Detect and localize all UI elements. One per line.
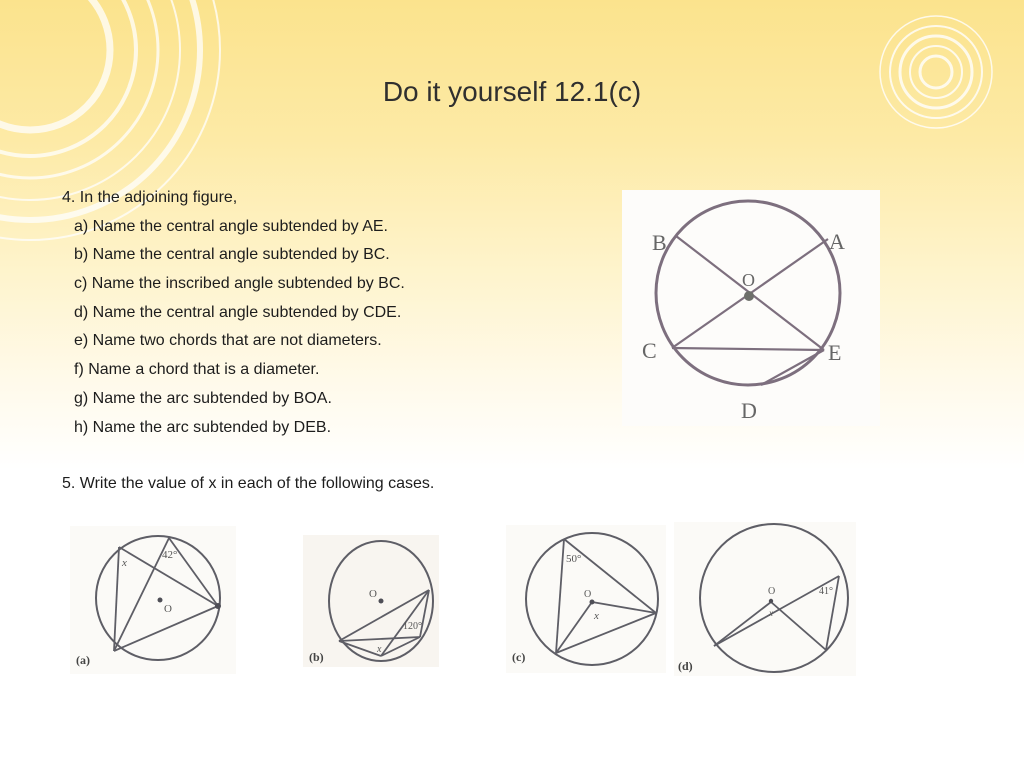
figure-a-x: x — [122, 557, 127, 569]
question-4-item-e: e) Name two chords that are not diameters. — [74, 332, 382, 350]
figure-b-caption: (b) — [309, 650, 324, 664]
figure-c-diagram — [506, 525, 666, 673]
label-o: O — [742, 270, 755, 290]
label-c: C — [642, 338, 657, 363]
figure-a-diagram — [70, 526, 236, 674]
question-4-intro: 4. In the adjoining figure, — [62, 189, 238, 206]
figure-c-center: O — [584, 589, 592, 600]
figure-b-diagram — [303, 535, 439, 667]
figure-a-center: O — [164, 603, 172, 615]
figure-d-x: x — [769, 608, 773, 618]
figure-c-x: x — [594, 610, 599, 622]
question-4-item-f: f) Name a chord that is a diameter. — [74, 361, 320, 379]
label-e: E — [828, 340, 842, 365]
figure-c — [506, 525, 666, 673]
figure-d-caption: (d) — [678, 659, 693, 673]
figure-b — [303, 535, 439, 667]
figure-c-angle: 50° — [566, 553, 582, 565]
label-a: A — [829, 229, 845, 254]
figure-a-angle: 42° — [162, 549, 178, 561]
chord-ed — [761, 350, 824, 385]
figure-d-center: O — [768, 586, 776, 597]
figure-b-x: x — [377, 644, 382, 655]
center-point — [744, 291, 754, 301]
question-4 — [62, 184, 405, 442]
label-d: D — [741, 398, 757, 423]
label-b: B — [652, 230, 667, 255]
question-4-item-d: d) Name the central angle subtended by CDE. — [74, 303, 402, 321]
question-4-item-c: c) Name the inscribed angle subtended by BC. — [74, 275, 405, 293]
figure-d — [674, 522, 856, 676]
question-4-item-a: a) Name the central angle subtended by AE. — [74, 217, 388, 235]
question-4-item-b: b) Name the central angle subtended by BC. — [74, 246, 390, 264]
question-4-item-g: g) Name the arc subtended by BOA. — [74, 389, 332, 407]
figure-b-angle: 120° — [403, 621, 422, 632]
figure-b-center: O — [369, 588, 377, 600]
question-5-text: 5. Write the value of x in each of the following cases. — [62, 475, 435, 492]
question-4-item-h: h) Name the arc subtended by DEB. — [74, 418, 332, 436]
figure-c-caption: (c) — [512, 650, 526, 664]
slide-title: Do it yourself 12.1(c) — [382, 76, 642, 107]
figure-d-angle: 41° — [819, 586, 833, 597]
figure-d-diagram — [674, 522, 856, 676]
figure-a-caption: (a) — [76, 653, 90, 667]
figure-a — [70, 526, 236, 674]
chord-ce — [672, 348, 824, 350]
circle-diagram — [622, 190, 880, 426]
main-circle-figure — [622, 190, 880, 426]
